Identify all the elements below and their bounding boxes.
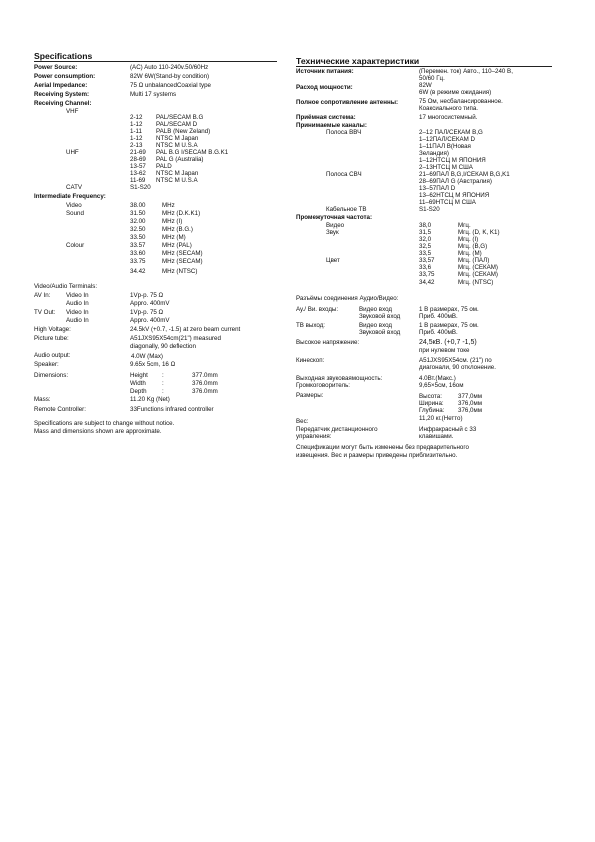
ru-if-value: 32,5 bbox=[419, 243, 432, 250]
ru-system-label: Приёмная система: bbox=[296, 114, 356, 121]
ru-audio-in-label: Звуковой вход bbox=[359, 313, 401, 320]
if-title: Intermediate Frequency: bbox=[34, 193, 106, 200]
audio-output-label: Audio output: bbox=[34, 352, 71, 359]
receiving-system-label: Receiving System: bbox=[34, 91, 90, 98]
vhf-sys: PAL/SECAM D bbox=[156, 121, 198, 128]
ru-terminals-title: Разъёмы соединения Аудио/Видео: bbox=[296, 295, 399, 302]
ru-if-value: 38,0 bbox=[419, 222, 432, 229]
if-value: 33.60 bbox=[130, 250, 146, 257]
ru-audio-output-value: 4.0Вт.(Макс.) bbox=[419, 375, 456, 382]
ru-if-label: Цвет bbox=[326, 257, 340, 264]
ru-audio-in-label: Звуковой вход bbox=[359, 329, 401, 336]
ru-spec-title: Технические характеристики bbox=[296, 56, 420, 66]
vhf-ch: 1-11 bbox=[130, 128, 142, 135]
ru-uhf-label: Полоса СВЧ bbox=[326, 171, 362, 178]
dim-colon: : bbox=[162, 380, 164, 387]
uhf-sys: PALD bbox=[156, 163, 172, 170]
title-rule bbox=[34, 61, 277, 62]
ru-uhf-row: 21–69ПАЛ B,G,I/СЕКАМ B,G,K1 bbox=[419, 171, 510, 178]
ru-vhf-row: 1–12НТСЦ М ЯПОНИЯ bbox=[419, 157, 486, 164]
power-source-value: (AC) Auto 110-240v.50/60Hz bbox=[130, 64, 209, 71]
ru-if-value: 31,5 bbox=[419, 229, 432, 236]
ru-audio-in-value: Приб. 400мВ. bbox=[419, 313, 458, 320]
ru-vhf-row: 2–12 ПАЛ/СЕКАМ B,G bbox=[419, 129, 483, 136]
ru-vhf-label: Полоса ВВЧ bbox=[326, 129, 362, 136]
if-label: Sound bbox=[66, 210, 84, 217]
if-value: 33.50 bbox=[130, 234, 146, 241]
if-unit: MHz (M) bbox=[162, 234, 186, 241]
note-line-2: Mass and dimensions shown are approximate. bbox=[34, 428, 162, 435]
ru-mass-value: 11,20 кг.(Нетто) bbox=[419, 415, 463, 422]
power-source-label: Power Source: bbox=[34, 64, 78, 71]
ru-if-value: 32,0 bbox=[419, 236, 432, 243]
ru-remote-label: Передатчик дистанционного bbox=[296, 426, 378, 433]
ru-if-label: Звук bbox=[326, 229, 339, 236]
ru-catv-value: S1-S20 bbox=[419, 206, 440, 213]
aerial-impedance-value: 75 Ω unbalancedCoaxial type bbox=[130, 82, 211, 89]
power-consumption-label: Power consumption: bbox=[34, 73, 96, 80]
if-value: 31.50 bbox=[130, 210, 146, 217]
ru-impedance-value: 75 Ом, несбалансированное. bbox=[419, 98, 503, 105]
dim-key: Height bbox=[130, 372, 148, 379]
picture-tube-value: A51JXS95X54cm(21") measured bbox=[130, 335, 221, 342]
ru-if-unit: Мгц. (ПАЛ) bbox=[458, 257, 490, 264]
uhf-ch: 11-69 bbox=[130, 177, 146, 184]
note-line-1: Specifications are subject to change without notice. bbox=[34, 420, 175, 427]
mass-label: Mass: bbox=[34, 396, 51, 403]
ru-dim-key: Глубина: bbox=[419, 407, 445, 414]
ru-power-label: Источник питания: bbox=[296, 68, 354, 75]
ru-audio-in-value: Приб. 400мВ. bbox=[419, 329, 458, 336]
vhf-sys: PAL/SECAM B.G bbox=[156, 114, 204, 121]
ru-power-value-2: 50/60 Гц. bbox=[419, 75, 445, 82]
if-value: 34.42 bbox=[130, 268, 146, 275]
ru-uhf-row: 13–57ПАЛ D bbox=[419, 185, 456, 192]
ru-mass-label: Вес: bbox=[296, 418, 309, 425]
vhf-label: VHF bbox=[66, 108, 79, 115]
ru-high-voltage-value: 24,5кВ. (+0,7 -1,5) bbox=[419, 339, 477, 346]
ru-vhf-row: Зеландия) bbox=[419, 150, 449, 157]
video-in-value: 1Vp-p. 75 Ω bbox=[130, 309, 164, 316]
vhf-sys: PALB (New Zeland) bbox=[156, 128, 211, 135]
ru-if-unit: Мгц. bbox=[458, 222, 471, 229]
if-value: 32.00 bbox=[130, 218, 146, 225]
ru-dim-value: 376,0мм bbox=[458, 407, 482, 414]
uhf-ch: 21-69 bbox=[130, 149, 146, 156]
ru-vhf-row: 2–13НТСЦ М США bbox=[419, 164, 473, 171]
uhf-sys: PAL G (Australia) bbox=[156, 156, 204, 163]
ru-channels-label: Принимаемые каналы: bbox=[296, 122, 367, 129]
picture-tube-value-2: diagonally, 90 deflection bbox=[130, 343, 196, 350]
terminals-title: Video/Audio Terminals: bbox=[34, 283, 98, 290]
uhf-ch: 28-69 bbox=[130, 156, 146, 163]
catv-label: CATV bbox=[66, 184, 83, 191]
ru-dim-key: Высота: bbox=[419, 393, 442, 400]
ru-dim-value: 376,0мм bbox=[458, 400, 482, 407]
ru-if-label: Видео bbox=[326, 222, 345, 229]
ru-title-rule bbox=[296, 66, 552, 67]
if-value: 32.50 bbox=[130, 226, 146, 233]
ru-dim-key: Ширина: bbox=[419, 400, 444, 407]
vhf-ch: 1-12 bbox=[130, 121, 143, 128]
vhf-sys: NTSC M Japan bbox=[156, 135, 199, 142]
av-in-label: AV In: bbox=[34, 292, 51, 299]
ru-if-value: 33,6 bbox=[419, 264, 432, 271]
uhf-sys: NTSC M Japan bbox=[156, 170, 199, 177]
ru-if-title: Промежуточная частота: bbox=[296, 214, 373, 221]
ru-if-unit: Мгц. (B,G) bbox=[458, 243, 488, 250]
ru-consumption-value-2: 6W (в режиме ожидания) bbox=[419, 89, 492, 96]
high-voltage-value: 24.5kV (+0.7, -1.5) at zero beam current bbox=[130, 326, 241, 333]
ru-if-unit: Мгц. (СЕКАМ) bbox=[458, 264, 498, 271]
vhf-ch: 2-13 bbox=[130, 142, 143, 149]
ru-high-voltage-value-2: при нулевом токе bbox=[419, 347, 470, 354]
receiving-channel-label: Receiving Channel: bbox=[34, 100, 92, 107]
remote-value: 33Functions infrared controller bbox=[130, 406, 214, 413]
if-unit: MHz (PAL) bbox=[162, 242, 192, 249]
ru-av-in-label: Ау./ Ви. входы: bbox=[296, 306, 339, 313]
ru-consumption-value: 82W bbox=[419, 82, 432, 89]
dim-colon: : bbox=[162, 372, 164, 379]
ru-kinescope-value: A51JXS95X54см. (21") по bbox=[419, 357, 492, 364]
uhf-sys: PAL B.G I/SECAM B.G.K1 bbox=[156, 149, 229, 156]
ru-note-line-1: Спецификации могут быть изменены без предварительного bbox=[296, 444, 469, 451]
if-label: Colour bbox=[66, 242, 85, 249]
power-consumption-value: 82W 6W(Stand-by condition) bbox=[130, 73, 210, 80]
audio-in-label: Audio In bbox=[66, 300, 89, 307]
audio-output-value: 4.0W (Max) bbox=[131, 353, 163, 360]
high-voltage-label: High Voltage: bbox=[34, 326, 71, 333]
audio-in-label: Audio In bbox=[66, 317, 89, 324]
ru-if-value: 33,57 bbox=[419, 257, 435, 264]
if-value: 33.75 bbox=[130, 258, 146, 265]
ru-impedance-value-2: Коаксиального типа. bbox=[419, 105, 479, 112]
if-value: 38.00 bbox=[130, 202, 146, 209]
speaker-value: 9.65x 5cm, 16 Ω bbox=[130, 361, 176, 368]
if-label: Video bbox=[66, 202, 82, 209]
ru-if-unit: Мгц. (NTSC) bbox=[458, 279, 494, 286]
ru-high-voltage-label: Высокое напряжение: bbox=[296, 339, 360, 346]
if-value: 33.57 bbox=[130, 242, 146, 249]
uhf-ch: 13-57 bbox=[130, 163, 146, 170]
if-unit: MHz (B.G.) bbox=[162, 226, 193, 233]
audio-in-value: Appro. 400mV bbox=[130, 300, 170, 307]
audio-in-value: Appro. 400mV bbox=[130, 317, 170, 324]
vhf-sys: NTSC M U.S.A bbox=[156, 142, 198, 149]
ru-video-in-value: 1 В размерах, 75 ом. bbox=[419, 306, 479, 313]
video-in-label: Video In bbox=[66, 309, 89, 316]
catv-ch: S1-S20 bbox=[130, 184, 151, 191]
if-unit: MHz (SECAM) bbox=[162, 258, 203, 265]
ru-dimensions-label: Размеры: bbox=[296, 392, 324, 399]
ru-uhf-row: 11–69НТСЦ М США bbox=[419, 199, 476, 206]
ru-if-unit: Мгц. (СЕКАМ) bbox=[458, 271, 498, 278]
ru-power-value: (Перемен. ток) Авто., 110–240 В, bbox=[419, 68, 513, 75]
ru-if-unit: Мгц. (D, K, K1) bbox=[458, 229, 500, 236]
ru-if-unit: Мгц. (I) bbox=[458, 236, 479, 243]
ru-speaker-value: 9,65×5см, 16ом bbox=[419, 382, 464, 389]
aerial-impedance-label: Aerial Impedance: bbox=[34, 82, 88, 89]
ru-system-value: 17 многосистемный. bbox=[419, 114, 478, 121]
if-unit: MHz (SECAM) bbox=[162, 250, 203, 257]
vhf-ch: 1-12 bbox=[130, 135, 143, 142]
ru-catv-label: Кабельное ТВ bbox=[326, 206, 367, 213]
receiving-system-value: Multi 17 systems bbox=[130, 91, 177, 98]
ru-remote-value: Инфракрасный с 33 bbox=[419, 426, 477, 433]
ru-remote-value-2: клавишами. bbox=[419, 433, 454, 440]
mass-value: 11.20 Kg (Net) bbox=[130, 396, 170, 403]
speaker-label: Speaker: bbox=[34, 361, 59, 368]
ru-video-in-label: Видео вход bbox=[359, 322, 393, 329]
dim-colon: : bbox=[162, 388, 164, 395]
dim-key: Depth bbox=[130, 388, 147, 395]
if-unit: MHz bbox=[162, 202, 175, 209]
ru-remote-label-2: управления: bbox=[296, 433, 332, 440]
uhf-ch: 13-62 bbox=[130, 170, 146, 177]
ru-video-in-value: 1 В размерах, 75 ом. bbox=[419, 322, 479, 329]
ru-tv-out-label: ТВ выход: bbox=[296, 322, 326, 329]
ru-if-value: 34,42 bbox=[419, 279, 435, 286]
uhf-sys: NTSC M U.S.A bbox=[156, 177, 198, 184]
ru-kinescope-value-2: диагонали, 90 отклонение. bbox=[419, 364, 496, 371]
dim-value: 376.0mm bbox=[192, 380, 218, 387]
video-in-label: Video In bbox=[66, 292, 89, 299]
ru-if-value: 33,5 bbox=[419, 250, 432, 257]
ru-uhf-row: 13–62НТСЦ М ЯПОНИЯ bbox=[419, 192, 490, 199]
uhf-label: UHF bbox=[66, 149, 79, 156]
picture-tube-label: Picture tube: bbox=[34, 335, 69, 342]
remote-label: Remote Controller: bbox=[34, 406, 86, 413]
ru-vhf-row: 1–12ПАЛ/СЕКАМ D bbox=[419, 136, 475, 143]
if-unit: MHz (I) bbox=[162, 218, 183, 225]
dim-value: 376.0mm bbox=[192, 388, 218, 395]
spec-title: Specifications bbox=[34, 51, 93, 61]
ru-dim-value: 377,0мм bbox=[458, 393, 482, 400]
ru-kinescope-label: Кинескоп: bbox=[296, 357, 325, 364]
ru-vhf-row: 1–11ПАЛ B(Новая bbox=[419, 143, 471, 150]
ru-speaker-label: Громкоговоритель: bbox=[296, 382, 351, 389]
dimensions-label: Dimensions: bbox=[34, 372, 69, 379]
video-in-value: 1Vp-p. 75 Ω bbox=[130, 292, 164, 299]
tv-out-label: TV Out: bbox=[34, 309, 56, 316]
ru-consumption-label: Расход мощности: bbox=[296, 84, 353, 91]
ru-audio-output-label: Выходная звуковаямощность: bbox=[296, 375, 383, 382]
if-unit: MHz (D.K.K1) bbox=[162, 210, 201, 217]
ru-uhf-row: 28–69ПАЛ G (Австралия) bbox=[419, 178, 492, 185]
ru-if-unit: Мгц. (M) bbox=[458, 250, 482, 257]
ru-impedance-label: Полное сопротивление антенны: bbox=[296, 99, 399, 106]
dim-key: Width bbox=[130, 380, 146, 387]
ru-video-in-label: Видео вход bbox=[359, 306, 393, 313]
if-unit: MHz (NTSC) bbox=[162, 268, 198, 275]
dim-value: 377.0mm bbox=[192, 372, 218, 379]
ru-if-value: 33,75 bbox=[419, 271, 435, 278]
vhf-ch: 2-12 bbox=[130, 114, 143, 121]
ru-note-line-2: извещения. Вес и размеры приведены приблизительно. bbox=[296, 452, 458, 459]
